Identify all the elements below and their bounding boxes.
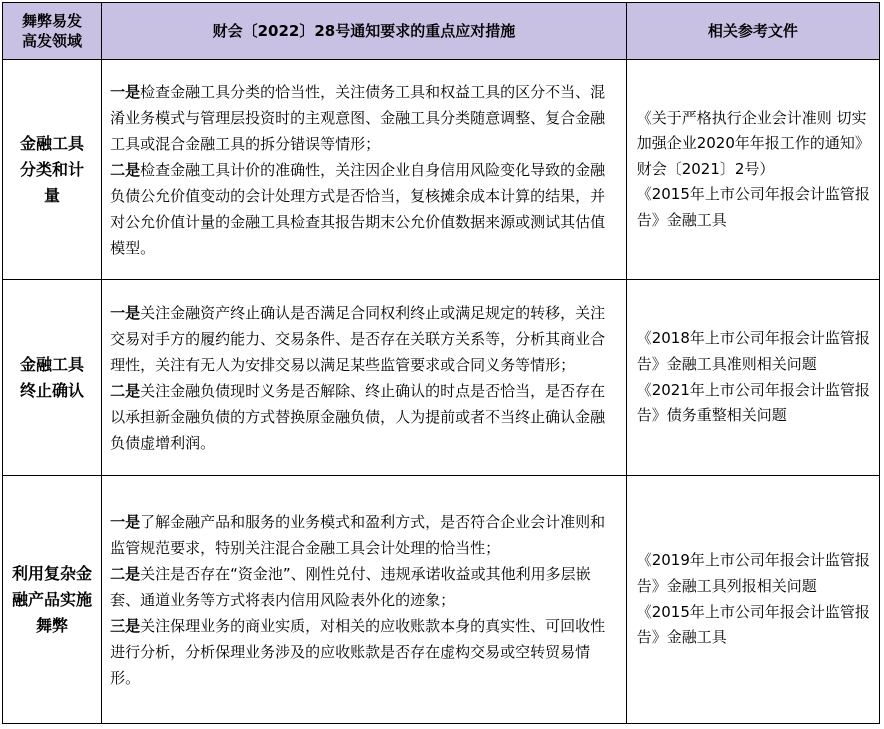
row-area: 金融工具分类和计量 [3, 60, 102, 280]
measure-item [110, 561, 620, 613]
measure-text: 关注金融资产终止确认是否满足合同权利终止或满足规定的转移，关注交易对手方的履约能力、交易条件、是否存在关联方关系等，分析其商业合理性，关注有无人为安排交易以满足某些监管要求或合同义务等情形； [110, 303, 606, 374]
measure-lead: 二是 [110, 160, 141, 179]
measure-lead: 一是 [110, 82, 141, 101]
measure-lead: 一是 [110, 303, 141, 322]
ref-item: 《2021年上市公司年报会计监管报告》债务重整相关问题 [636, 380, 870, 425]
measure-text: 检查金融工具计价的准确性，关注因企业自身信用风险变化导致的金融负债公允价值变动的会计处理方式是否恰当，复核摊余成本计算的结果，并对公允价值计量的金融工具检查其报告期末公允价值数据来源或测试其估值模型。 [110, 160, 606, 257]
measure-item [110, 509, 620, 561]
row-area: 金融工具终止确认 [3, 280, 102, 476]
measure-item [110, 613, 620, 691]
row-measures [102, 60, 627, 280]
measure-text: 关注是否存在“资金池”、刚性兑付、违规承诺收益或其他利用多层嵌套、通道业务等方式将表内信用风险表外化的迹象； [110, 564, 591, 609]
header-area: 舞弊易发高发领域 [3, 3, 102, 60]
table-row [3, 280, 880, 476]
measure-text: 关注保理业务的商业实质，对相关的应收账款本身的真实性、可回收性进行分析，分析保理业务涉及的应收账款是否存在虚构交易或空转贸易情形。 [110, 616, 606, 687]
measure-item [110, 157, 620, 261]
measure-text: 检查金融工具分类的恰当性，关注债务工具和权益工具的区分不当、混淆业务模式与管理层投资时的主观意图、金融工具分类随意调整、复合金融工具或混合金融工具的拆分错误等情形； [110, 82, 606, 153]
measure-text: 关注金融负债现时义务是否解除、终止确认的时点是否恰当，是否存在以承担新金融负债的方式替换原金融负债，人为提前或者不当终止确认金融负债虚增利润。 [110, 381, 606, 452]
table-row [3, 60, 880, 280]
row-refs [626, 476, 879, 724]
header-refs: 相关参考文件 [626, 3, 879, 60]
header-measures: 财会〔2022〕28号通知要求的重点应对措施 [102, 3, 627, 60]
header-row [3, 3, 880, 60]
ref-item: 《关于严格执行企业会计准则 切实加强企业2020年年报工作的通知》财会〔2021〕2号） [636, 108, 870, 178]
ref-item: 《2015年上市公司年报会计监管报告》金融工具 [636, 602, 870, 647]
measure-lead: 二是 [110, 564, 141, 583]
row-refs [626, 60, 879, 280]
table-row [3, 476, 880, 724]
ref-item: 《2019年上市公司年报会计监管报告》金融工具列报相关问题 [636, 551, 870, 595]
row-measures [102, 280, 627, 476]
measure-lead: 二是 [110, 381, 141, 400]
fraud-measures-table [2, 2, 880, 724]
row-area: 利用复杂金融产品实施舞弊 [3, 476, 102, 724]
measure-text: 了解金融产品和服务的业务模式和盈利方式，是否符合企业会计准则和监管规范要求，特别关注混合金融工具会计处理的恰当性； [110, 512, 606, 557]
measure-item [110, 79, 620, 157]
measure-lead: 三是 [110, 616, 141, 635]
ref-item: 《2018年上市公司年报会计监管报告》金融工具准则相关问题 [636, 329, 870, 373]
row-refs [626, 280, 879, 476]
measure-lead: 一是 [110, 512, 141, 531]
ref-item: 《2015年上市公司年报会计监管报告》金融工具 [636, 185, 870, 229]
measure-item [110, 300, 620, 378]
measure-item [110, 378, 620, 456]
row-measures [102, 476, 627, 724]
